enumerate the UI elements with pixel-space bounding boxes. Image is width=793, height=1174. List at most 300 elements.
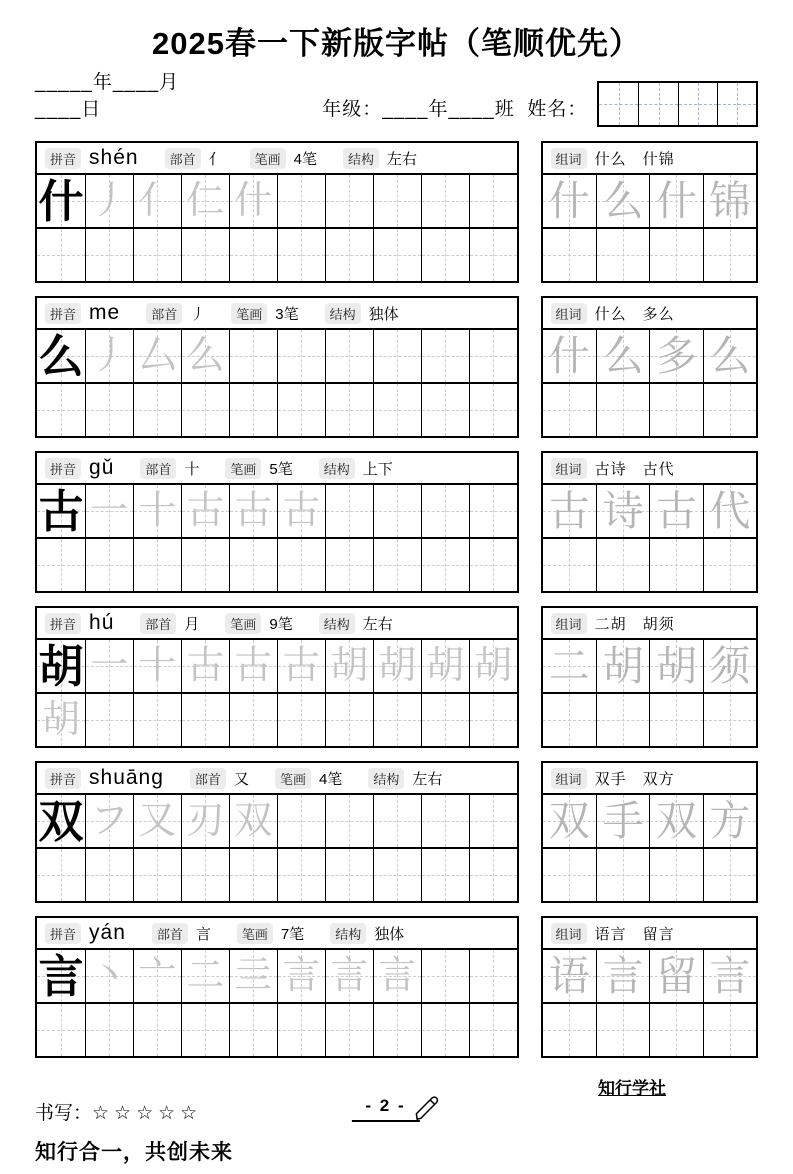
name-label: 姓名：: [527, 99, 588, 120]
word-trace-row: [543, 640, 756, 692]
words-chip: 组词: [551, 303, 587, 324]
grid-cell: [229, 849, 277, 901]
grid-cell: [133, 694, 181, 746]
grid-cell: [37, 950, 85, 1002]
grid-cell: [181, 1004, 229, 1056]
main-character: 什: [38, 175, 84, 227]
grid-cell: [85, 384, 133, 436]
stroke-order-row: [37, 485, 517, 537]
trace-character: 胡: [41, 699, 80, 741]
grid-cell: [325, 229, 373, 281]
grid-cell: [649, 330, 702, 382]
word-practice-row: [543, 227, 756, 281]
grid-cell: [373, 229, 421, 281]
trace-character: 锦: [709, 177, 751, 224]
trace-character: 言: [378, 955, 417, 997]
grid-cell: [373, 694, 421, 746]
grid-cell: [277, 640, 325, 692]
grid-cell: [703, 229, 756, 281]
structure-value: 左右: [362, 615, 393, 633]
trace-character: 古: [548, 487, 590, 534]
grid-cell: [37, 175, 85, 227]
trace-character: 留: [655, 952, 697, 999]
grid-cell: [277, 384, 325, 436]
trace-character: 双: [655, 797, 697, 844]
structure-value: 独体: [374, 925, 405, 943]
trace-character: 手: [602, 797, 644, 844]
trace-character: 多: [655, 332, 697, 379]
grid-cell: [277, 950, 325, 1002]
name-grid-cell: [638, 83, 677, 125]
grid-cell: [277, 175, 325, 227]
character-section-什: [35, 141, 758, 283]
grid-cell: [421, 795, 469, 847]
grid-cell: [133, 1004, 181, 1056]
trace-character: 么: [602, 332, 644, 379]
words-chip: 组词: [551, 923, 587, 944]
practice-panel: [35, 606, 519, 748]
grid-cell: [421, 330, 469, 382]
pinyin-value: hú: [89, 611, 115, 634]
grid-cell: [37, 539, 85, 591]
trace-character: 言: [282, 955, 321, 997]
strokes-chip: 笔画: [275, 768, 311, 789]
words-list: 语言 留言: [594, 925, 675, 943]
trace-character: 诗: [602, 487, 644, 534]
grid-cell: [649, 485, 702, 537]
radical-chip: 部首: [146, 303, 182, 324]
stroke-order-row: [37, 175, 517, 227]
words-panel: [541, 296, 758, 438]
grid-cell: [325, 384, 373, 436]
structure-chip: 结构: [368, 768, 404, 789]
main-character: 言: [38, 950, 84, 1002]
trace-character: 古: [186, 645, 225, 687]
strokes-value: 4笔: [318, 770, 343, 788]
grid-cell: [37, 485, 85, 537]
radical-value: 亻: [208, 150, 224, 168]
grid-cell: [543, 330, 596, 382]
grid-cell: [37, 795, 85, 847]
practice-row: [37, 227, 517, 281]
grid-cell: [703, 795, 756, 847]
stroke-order-row: [37, 640, 517, 692]
trace-character: 方: [709, 797, 751, 844]
grid-cell: [37, 330, 85, 382]
strokes-value: 3笔: [275, 305, 299, 323]
grid-cell: [133, 175, 181, 227]
radical-value: 言: [195, 925, 211, 943]
grid-cell: [85, 229, 133, 281]
grid-cell: [181, 485, 229, 537]
word-trace-row: [543, 950, 756, 1002]
structure-chip: 结构: [343, 148, 379, 169]
grid-cell: [596, 175, 649, 227]
grid-cell: [373, 485, 421, 537]
words-panel-header: [543, 918, 756, 950]
words-panel-header: [543, 608, 756, 640]
trace-character: 什: [548, 332, 590, 379]
grid-cell: [703, 384, 756, 436]
strokes-chip: 笔画: [237, 923, 273, 944]
grid-cell: [703, 950, 756, 1002]
grid-cell: [469, 384, 517, 436]
grid-cell: [703, 485, 756, 537]
word-practice-row: [543, 537, 756, 591]
words-panel: [541, 761, 758, 903]
brand-text: 知行学社: [598, 1079, 666, 1098]
grid-cell: [703, 849, 756, 901]
grid-cell: [469, 1004, 517, 1056]
grid-cell: [325, 539, 373, 591]
pinyin-chip: 拼音: [45, 303, 81, 324]
grid-cell: [85, 485, 133, 537]
character-section-么: [35, 296, 758, 438]
grid-cell: [37, 694, 85, 746]
words-list: 二胡 胡须: [594, 615, 675, 633]
grid-cell: [469, 795, 517, 847]
pinyin-chip: 拼音: [45, 768, 81, 789]
grid-cell: [373, 330, 421, 382]
grid-cell: [596, 229, 649, 281]
grid-cell: [421, 640, 469, 692]
grid-cell: [37, 229, 85, 281]
words-panel: [541, 606, 758, 748]
grid-cell: [543, 640, 596, 692]
trace-character: 厶: [138, 335, 177, 377]
writing-label: 书写：: [35, 1103, 93, 1124]
grid-cell: [373, 539, 421, 591]
grid-cell: [229, 950, 277, 1002]
grid-cell: [181, 950, 229, 1002]
grid-cell: [229, 330, 277, 382]
trace-character: 古: [655, 487, 697, 534]
grid-cell: [543, 1004, 596, 1056]
words-chip: 组词: [551, 148, 587, 169]
structure-value: 独体: [368, 305, 399, 323]
grid-cell: [85, 330, 133, 382]
strokes-value: 7笔: [280, 925, 305, 943]
grid-cell: [37, 1004, 85, 1056]
pinyin-value: gǔ: [89, 456, 115, 479]
grid-cell: [543, 175, 596, 227]
grid-cell: [649, 539, 702, 591]
grid-cell: [85, 694, 133, 746]
grid-cell: [277, 330, 325, 382]
radical-value: 月: [184, 615, 200, 633]
grid-cell: [181, 694, 229, 746]
structure-chip: 结构: [330, 923, 366, 944]
slogan-text: 知行合一，共创未来: [35, 1141, 233, 1164]
trace-character: 古: [234, 490, 273, 532]
trace-character: 胡: [474, 645, 513, 687]
pinyin-value: shén: [89, 146, 139, 169]
trace-character: 丿: [90, 335, 129, 377]
strokes-chip: 笔画: [225, 613, 261, 634]
strokes-value: 9笔: [269, 615, 293, 633]
structure-chip: 结构: [319, 613, 355, 634]
grid-cell: [596, 485, 649, 537]
grid-cell: [469, 640, 517, 692]
grid-cell: [133, 330, 181, 382]
grid-cell: [181, 384, 229, 436]
words-panel-header: [543, 763, 756, 795]
radical-chip: 部首: [190, 768, 226, 789]
trace-character: 语: [548, 952, 590, 999]
pinyin-value: shuāng: [89, 766, 164, 789]
main-character: 古: [38, 485, 84, 537]
grid-cell: [277, 229, 325, 281]
trace-character: 什: [234, 180, 273, 222]
words-panel: [541, 141, 758, 283]
grid-cell: [543, 849, 596, 901]
trace-character: 言: [709, 952, 751, 999]
grid-cell: [325, 849, 373, 901]
grid-cell: [277, 694, 325, 746]
grid-cell: [649, 694, 702, 746]
words-list: 什么 什锦: [594, 150, 675, 168]
character-section-双: [35, 761, 758, 903]
date-blank: _____年____月____日: [35, 72, 180, 120]
grid-cell: [421, 849, 469, 901]
grid-cell: [325, 175, 373, 227]
pinyin-chip: 拼音: [45, 923, 81, 944]
practice-panel-header: [37, 763, 517, 795]
trace-character: 么: [602, 177, 644, 224]
grid-cell: [703, 175, 756, 227]
grid-cell: [703, 1004, 756, 1056]
grid-cell: [421, 384, 469, 436]
word-trace-row: [543, 795, 756, 847]
grid-cell: [133, 485, 181, 537]
practice-row: [37, 382, 517, 436]
practice-panel-header: [37, 918, 517, 950]
star-rating: ☆☆☆☆☆: [92, 1103, 203, 1124]
radical-value: 十: [184, 460, 200, 478]
words-chip: 组词: [551, 458, 587, 479]
grid-cell: [469, 539, 517, 591]
practice-row: [37, 692, 517, 746]
pinyin-value: yán: [89, 921, 126, 944]
grid-cell: [229, 384, 277, 436]
page-number-wrap: [351, 1094, 441, 1122]
grid-cell: [85, 539, 133, 591]
trace-character: 刃: [186, 800, 225, 842]
grid-cell: [373, 950, 421, 1002]
grid-cell: [543, 229, 596, 281]
name-grid: [597, 81, 758, 127]
grid-cell: [325, 694, 373, 746]
grid-cell: [85, 795, 133, 847]
trace-character: 什: [548, 177, 590, 224]
trace-character: 亖: [234, 955, 273, 997]
grid-cell: [373, 1004, 421, 1056]
words-panel-header: [543, 453, 756, 485]
character-section-言: [35, 916, 758, 1058]
page-number: - 2 -: [351, 1096, 419, 1122]
practice-row: [37, 847, 517, 901]
trace-character: 丶: [90, 955, 129, 997]
strokes-chip: 笔画: [231, 303, 267, 324]
grid-cell: [469, 694, 517, 746]
stroke-order-row: [37, 330, 517, 382]
grid-cell: [703, 539, 756, 591]
character-section-胡: [35, 606, 758, 748]
grade-name-blank: [322, 94, 587, 127]
grid-cell: [133, 950, 181, 1002]
grid-cell: [596, 539, 649, 591]
grid-cell: [133, 229, 181, 281]
grid-cell: [373, 175, 421, 227]
grid-cell: [649, 849, 702, 901]
grid-cell: [649, 950, 702, 1002]
grid-cell: [596, 640, 649, 692]
grid-cell: [469, 485, 517, 537]
grid-cell: [229, 485, 277, 537]
trace-character: 言: [602, 952, 644, 999]
writing-rating-line: [35, 1098, 202, 1125]
words-list: 古诗 古代: [594, 460, 675, 478]
trace-character: 胡: [655, 642, 697, 689]
grid-cell: [421, 175, 469, 227]
grid-cell: [421, 229, 469, 281]
grid-cell: [133, 640, 181, 692]
grid-cell: [229, 229, 277, 281]
trace-character: 亠: [138, 955, 177, 997]
grid-cell: [421, 539, 469, 591]
pinyin-value: me: [89, 301, 121, 324]
trace-character: 古: [186, 490, 225, 532]
practice-panel: [35, 296, 519, 438]
grid-cell: [85, 849, 133, 901]
practice-panel: [35, 141, 519, 283]
grid-cell: [543, 950, 596, 1002]
radical-value: 丿: [190, 305, 206, 323]
grid-cell: [596, 1004, 649, 1056]
grid-cell: [421, 950, 469, 1002]
pencil-icon: [412, 1094, 442, 1124]
grid-cell: [229, 1004, 277, 1056]
grid-cell: [229, 539, 277, 591]
grid-cell: [703, 330, 756, 382]
words-panel: [541, 451, 758, 593]
grid-cell: [181, 175, 229, 227]
word-practice-row: [543, 1002, 756, 1056]
radical-chip: 部首: [165, 148, 201, 169]
grid-cell: [373, 795, 421, 847]
practice-panel: [35, 916, 519, 1058]
trace-character: 亻: [138, 180, 177, 222]
structure-value: 左右: [386, 150, 417, 168]
word-trace-row: [543, 175, 756, 227]
practice-panel-header: [37, 143, 517, 175]
grid-cell: [181, 229, 229, 281]
grid-cell: [543, 539, 596, 591]
words-panel: [541, 916, 758, 1058]
trace-character: 么: [186, 335, 225, 377]
grid-cell: [469, 229, 517, 281]
grid-cell: [649, 795, 702, 847]
word-practice-row: [543, 382, 756, 436]
grid-cell: [373, 849, 421, 901]
name-grid-cell: [599, 83, 638, 125]
trace-character: 胡: [330, 645, 369, 687]
grid-cell: [133, 795, 181, 847]
trace-character: 古: [282, 490, 321, 532]
grid-cell: [596, 384, 649, 436]
grid-cell: [649, 175, 702, 227]
info-row: [35, 72, 758, 127]
grid-cell: [85, 175, 133, 227]
grid-cell: [596, 330, 649, 382]
grid-cell: [133, 849, 181, 901]
grid-cell: [325, 1004, 373, 1056]
grid-cell: [181, 539, 229, 591]
grid-cell: [37, 640, 85, 692]
trace-character: 丿: [90, 180, 129, 222]
character-sections: [35, 141, 758, 1058]
trace-character: 胡: [378, 645, 417, 687]
trace-character: 古: [282, 645, 321, 687]
word-trace-row: [543, 485, 756, 537]
grid-cell: [703, 640, 756, 692]
structure-value: 左右: [412, 770, 443, 788]
grid-cell: [469, 175, 517, 227]
grid-cell: [649, 640, 702, 692]
radical-chip: 部首: [152, 923, 188, 944]
grid-cell: [649, 384, 702, 436]
structure-chip: 结构: [319, 458, 355, 479]
grid-cell: [325, 950, 373, 1002]
grid-cell: [181, 849, 229, 901]
grid-cell: [181, 640, 229, 692]
name-grid-cell: [678, 83, 717, 125]
trace-character: 一: [90, 490, 129, 532]
words-chip: 组词: [551, 613, 587, 634]
grid-cell: [596, 950, 649, 1002]
trace-character: 古: [234, 645, 273, 687]
trace-character: 十: [138, 490, 177, 532]
grid-cell: [325, 485, 373, 537]
grid-cell: [133, 539, 181, 591]
grid-cell: [277, 485, 325, 537]
trace-character: 仁: [186, 180, 225, 222]
grid-cell: [373, 640, 421, 692]
trace-character: 须: [709, 642, 751, 689]
trace-character: 二: [186, 955, 225, 997]
practice-row: [37, 537, 517, 591]
stroke-order-row: [37, 795, 517, 847]
grid-cell: [325, 330, 373, 382]
structure-chip: 结构: [325, 303, 361, 324]
grid-cell: [229, 640, 277, 692]
words-chip: 组词: [551, 768, 587, 789]
pinyin-chip: 拼音: [45, 458, 81, 479]
trace-character: 言: [330, 955, 369, 997]
grid-cell: [181, 795, 229, 847]
words-list: 什么 多么: [594, 305, 675, 323]
pinyin-chip: 拼音: [45, 613, 81, 634]
grid-cell: [229, 694, 277, 746]
grid-cell: [543, 795, 596, 847]
grid-cell: [649, 229, 702, 281]
strokes-value: 5笔: [269, 460, 293, 478]
grid-cell: [596, 849, 649, 901]
practice-panel-header: [37, 453, 517, 485]
grid-cell: [85, 950, 133, 1002]
grid-cell: [543, 485, 596, 537]
grid-cell: [277, 539, 325, 591]
